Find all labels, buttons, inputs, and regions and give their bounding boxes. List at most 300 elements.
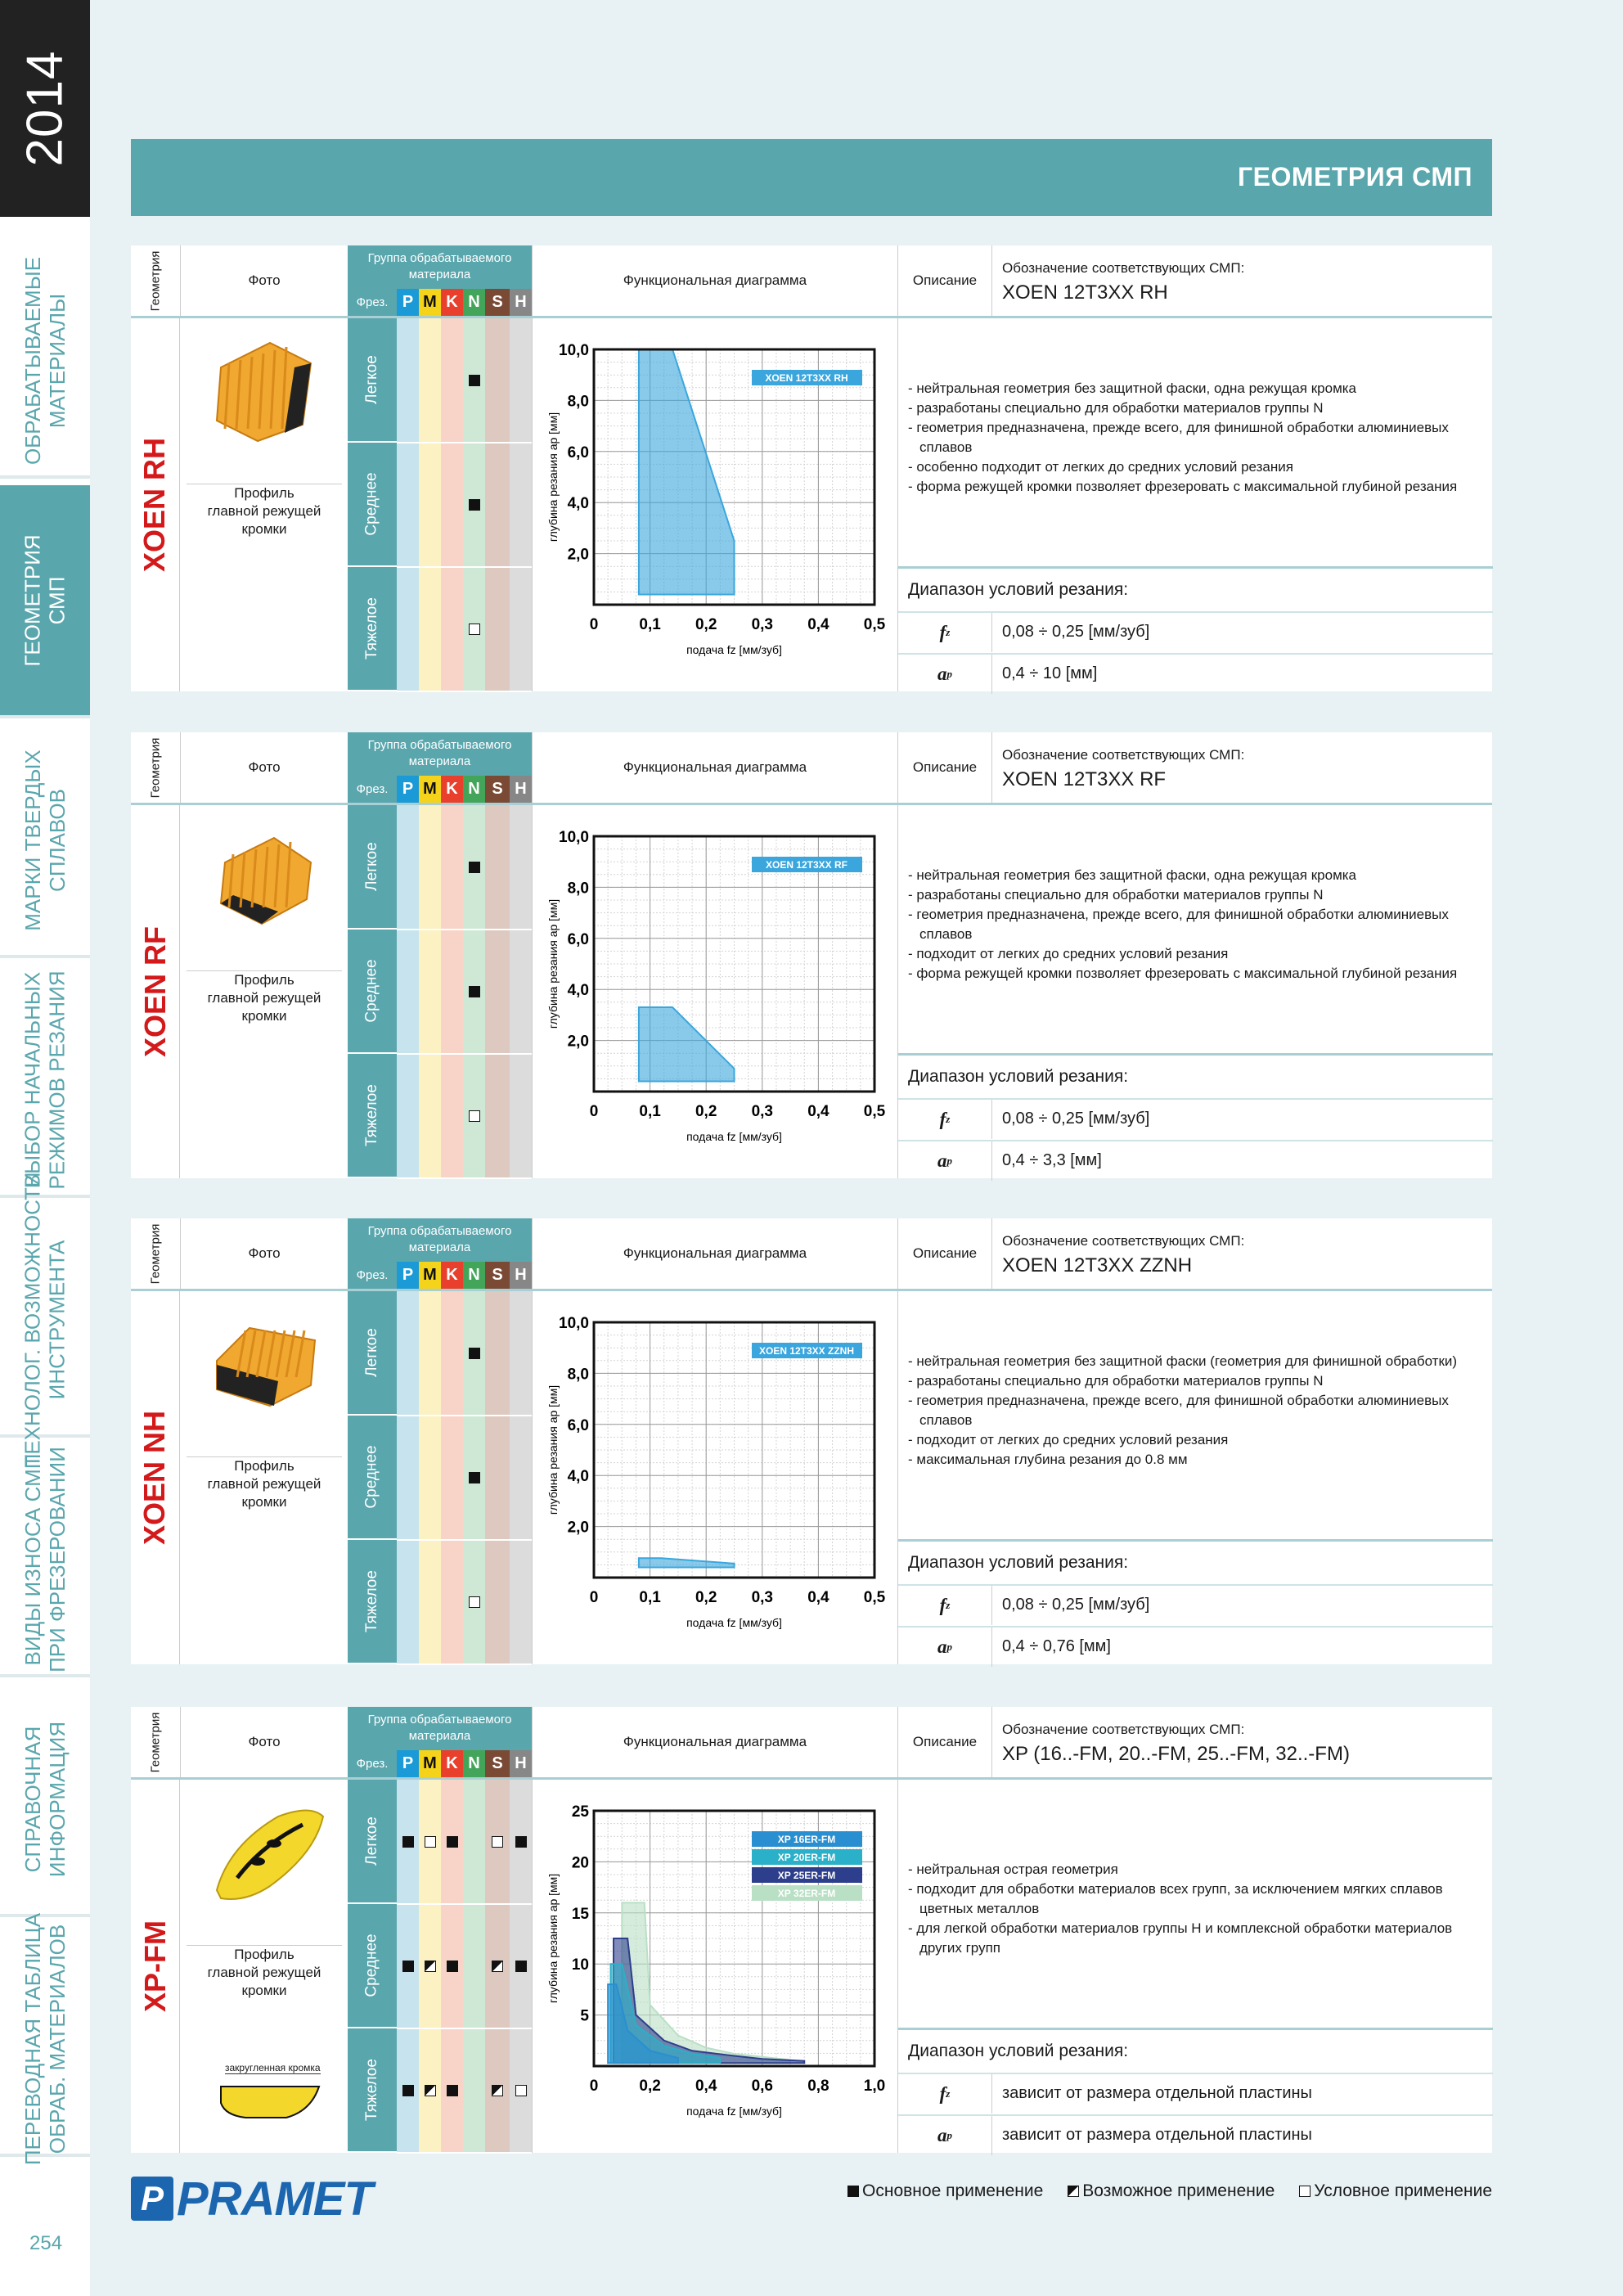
material-H: H xyxy=(510,1750,532,1777)
usage-mark-full xyxy=(402,1836,414,1848)
range-symbol-sub: p xyxy=(946,668,952,680)
designation-code: XP (16..-FM, 20..-FM, 25..-FM, 32..-FM) xyxy=(1002,1743,1350,1765)
col-header-description: Описание xyxy=(897,1218,991,1289)
x-tick-label: 0,2 xyxy=(695,1103,717,1120)
condition-label: Легкое xyxy=(362,355,380,404)
designation-code: XOEN 12T3XX ZZNH xyxy=(1002,1254,1193,1276)
usage-mark-full xyxy=(402,2085,414,2096)
legend-item-conditional: Условное применение xyxy=(1299,2181,1492,2201)
usage-mark-half xyxy=(492,2085,503,2096)
col-header-group xyxy=(348,245,532,316)
conditions-cell xyxy=(348,805,532,1178)
y-tick-label: 4,0 xyxy=(567,982,589,1000)
description-cell xyxy=(897,1780,1492,2153)
range-box xyxy=(898,566,1493,691)
y-tick-label: 6,0 xyxy=(567,443,589,461)
col-header-group-label: Группа обрабатываемого материала xyxy=(348,732,532,776)
feature-item: - подходит от легких до средних условий резания xyxy=(908,1430,1481,1450)
nav-item-label: СПРАВОЧНАЯ ИНФОРМАЦИЯ xyxy=(20,1721,70,1877)
range-value-fz: 0,08 ÷ 0,25 [мм/зуб] xyxy=(1002,623,1150,641)
y-tick-label: 15 xyxy=(571,1905,589,1923)
page-header xyxy=(131,139,1492,216)
x-tick-label: 0,4 xyxy=(695,2078,717,2095)
feature-item: - разработаны специально для обработки материалов группы N xyxy=(908,885,1481,905)
range-symbol-fz xyxy=(898,613,992,652)
condition-divider xyxy=(397,691,532,692)
col-header-photo: Фото xyxy=(180,1218,348,1289)
range-symbol-ap xyxy=(898,1141,992,1181)
x-tick-label: 0 xyxy=(589,616,599,633)
function-chart xyxy=(533,1291,898,1664)
designation-header xyxy=(991,1218,1492,1289)
material-stripe xyxy=(419,318,441,691)
designation-header xyxy=(991,1707,1492,1777)
feature-item: - нейтральная геометрия без защитной фаски, одна режущая кромка xyxy=(908,379,1481,398)
geometry-section xyxy=(131,1218,1492,1664)
feature-item: - геометрия предназначена, прежде всего, для финишной обработки алюминиевых сплавов xyxy=(908,905,1481,944)
geometry-name-cell xyxy=(131,318,180,691)
y-tick-label: 10,0 xyxy=(559,1315,589,1332)
range-value-fz: зависит от размера отдельной пластины xyxy=(1002,2084,1312,2102)
condition-label: Среднее xyxy=(363,1445,380,1509)
material-stripe xyxy=(463,1780,485,2153)
insert-photo xyxy=(180,1780,348,1943)
range-symbol-sub: z xyxy=(946,1113,951,1125)
y-tick-label: 2,0 xyxy=(567,1033,589,1051)
usage-mark-full xyxy=(469,499,480,511)
col-header-group xyxy=(348,1218,532,1289)
material-P: P xyxy=(397,1750,419,1777)
legend-label: XP 32ER-FM xyxy=(777,1888,836,1899)
range-box xyxy=(898,1053,1493,1178)
feature-list xyxy=(908,379,1481,497)
condition-label-cell xyxy=(348,1291,397,1416)
material-stripe xyxy=(441,318,463,691)
x-tick-label: 0,3 xyxy=(751,616,774,633)
y-tick-label: 8,0 xyxy=(567,880,589,898)
col-header-diagram: Функциональная диаграмма xyxy=(532,732,897,803)
range-value-fz: 0,08 ÷ 0,25 [мм/зуб] xyxy=(1002,1110,1150,1128)
feature-item: - форма режущей кромки позволяет фрезеровать с максимальной глубиной резания xyxy=(908,964,1481,984)
range-symbol-text: a xyxy=(937,664,947,684)
col-header-description: Описание xyxy=(897,732,991,803)
nav-item-6[interactable] xyxy=(0,1444,90,1677)
material-S: S xyxy=(485,776,510,803)
feature-item: - нейтральная острая геометрия xyxy=(908,1860,1481,1880)
feature-item: - подходит от легких до средних условий резания xyxy=(908,944,1481,964)
col-header-geometry xyxy=(131,245,180,316)
range-symbol-sub: p xyxy=(946,1641,952,1653)
photo-cell xyxy=(180,318,348,691)
condition-label-cell xyxy=(348,567,397,691)
material-stripe xyxy=(397,805,419,1178)
material-stripe xyxy=(510,805,532,1178)
material-S: S xyxy=(485,1750,510,1777)
col-header-geometry xyxy=(131,732,180,803)
condition-label-cell xyxy=(348,2028,397,2153)
material-row xyxy=(348,1262,532,1289)
x-tick-label: 0,2 xyxy=(639,2078,661,2095)
usage-mark-full xyxy=(469,1472,480,1483)
condition-label: Легкое xyxy=(362,842,380,891)
y-tick-label: 5 xyxy=(580,2007,589,2025)
nav-item-8[interactable] xyxy=(0,1912,90,2165)
condition-label: Тяжелое xyxy=(363,1570,381,1632)
material-K: K xyxy=(441,776,463,803)
nav-item-5[interactable] xyxy=(0,1171,90,1468)
range-row-fz xyxy=(898,1098,1493,1139)
designation-code: XOEN 12T3XX RH xyxy=(1002,281,1168,304)
condition-label-cell xyxy=(348,1416,397,1540)
range-symbol-sub: p xyxy=(946,2129,952,2141)
col-header-photo: Фото xyxy=(180,1707,348,1777)
feature-list xyxy=(908,1352,1481,1470)
x-tick-label: 0,4 xyxy=(807,1589,829,1606)
chart-cell xyxy=(532,805,897,1178)
nav-item-3[interactable] xyxy=(0,725,90,958)
condition-divider xyxy=(397,1539,532,1541)
legend-item-primary: Основное применение xyxy=(847,2181,1043,2201)
y-tick-label: 6,0 xyxy=(567,930,589,948)
page-title: ГЕОМЕТРИЯ СМП xyxy=(1238,162,1472,191)
y-tick-label: 25 xyxy=(571,1803,589,1821)
material-P: P xyxy=(397,1262,419,1289)
feature-item: - разработаны специально для обработки материалов группы N xyxy=(908,398,1481,418)
nav-item-4[interactable] xyxy=(0,965,90,1198)
range-value-ap: зависит от размера отдельной пластины xyxy=(1002,2126,1312,2144)
feature-item: - разработаны специально для обработки материалов группы N xyxy=(908,1371,1481,1391)
legend-label: XP 25ER-FM xyxy=(777,1870,836,1881)
series-area xyxy=(639,1007,735,1081)
material-N: N xyxy=(463,289,485,316)
profile-label: Профиль главной режущей кромки xyxy=(187,1945,342,2000)
y-tick-label: 4,0 xyxy=(567,1468,589,1486)
range-symbol-text: a xyxy=(937,1636,947,1657)
material-M: M xyxy=(419,289,441,316)
legend-label: XOEN 12T3XX RF xyxy=(765,859,848,871)
condition-label-cell xyxy=(348,1780,397,1904)
x-tick-label: 0,1 xyxy=(639,1103,661,1120)
range-symbol-text: f xyxy=(939,1595,946,1615)
legend-label: XOEN 12T3XX ZZNH xyxy=(758,1345,855,1357)
usage-mark-empty xyxy=(469,1110,480,1122)
designation-label: Обозначение соответствующих СМП: xyxy=(1002,1233,1245,1249)
usage-mark-full xyxy=(402,1961,414,1972)
geometry-name-cell xyxy=(131,1780,180,2153)
material-row xyxy=(348,776,532,803)
y-axis-label: глубина резания ap [мм] xyxy=(546,412,560,542)
material-K: K xyxy=(441,289,463,316)
photo-cell xyxy=(180,1291,348,1664)
range-symbol-fz xyxy=(898,2074,992,2114)
x-axis-label: подача fz [мм/зуб] xyxy=(686,643,782,656)
legend-label: XP 16ER-FM xyxy=(777,1834,836,1845)
col-header-diagram: Функциональная диаграмма xyxy=(532,1218,897,1289)
material-M: M xyxy=(419,1262,441,1289)
edge-note: закругленная кромка xyxy=(225,2062,321,2073)
feature-item: - геометрия предназначена, прежде всего, для финишной обработки алюминиевых сплавов xyxy=(908,1391,1481,1430)
x-tick-label: 0 xyxy=(589,2078,599,2095)
range-row-ap xyxy=(898,2114,1493,2155)
col-header-photo: Фото xyxy=(180,245,348,316)
geometry-section xyxy=(131,245,1492,691)
geometry-section xyxy=(131,732,1492,1178)
condition-label: Легкое xyxy=(362,1817,380,1866)
usage-mark-full xyxy=(469,862,480,873)
designation-header xyxy=(991,732,1492,803)
designation-label: Обозначение соответствующих СМП: xyxy=(1002,747,1245,763)
range-row-fz xyxy=(898,1584,1493,1625)
x-tick-label: 0,3 xyxy=(751,1589,774,1606)
material-P: P xyxy=(397,776,419,803)
usage-mark-empty xyxy=(425,1836,436,1848)
material-stripe xyxy=(441,1291,463,1664)
condition-divider xyxy=(397,1177,532,1179)
col-header-diagram: Функциональная диаграмма xyxy=(532,1707,897,1777)
condition-divider xyxy=(397,566,532,568)
condition-divider xyxy=(397,1663,532,1665)
geometry-name: XOEN RH xyxy=(137,437,172,573)
condition-label: Тяжелое xyxy=(363,2059,381,2121)
range-symbol-text: f xyxy=(939,2083,946,2104)
usage-mark-half xyxy=(425,1961,436,1972)
conditions-cell xyxy=(348,1780,532,2153)
legend xyxy=(847,2181,1492,2201)
geometry-name-cell xyxy=(131,1291,180,1664)
range-row-fz xyxy=(898,2073,1493,2114)
profile-label: Профиль главной режущей кромки xyxy=(187,484,342,538)
condition-divider xyxy=(397,2028,532,2029)
material-stripe xyxy=(441,805,463,1178)
x-tick-label: 0,1 xyxy=(639,1589,661,1606)
x-axis-label: подача fz [мм/зуб] xyxy=(686,2105,782,2118)
condition-divider xyxy=(397,442,532,443)
col-header-geometry xyxy=(131,1218,180,1289)
nav-item-label: ПЕРЕВОДНАЯ ТАБЛИЦА ОБРАБ. МАТЕРИАЛОВ xyxy=(20,1912,70,2165)
nav-item-label: ВЫБОР НАЧАЛЬНЫХ РЕЖИМОВ РЕЗАНИЯ xyxy=(20,970,70,1190)
edge-profile-shape xyxy=(188,2078,335,2127)
condition-divider xyxy=(397,2152,532,2154)
feature-item: - нейтральная геометрия без защитной фаски (геометрия для финишной обработки) xyxy=(908,1352,1481,1371)
range-symbol-fz xyxy=(898,1586,992,1625)
profile-label: Профиль главной режущей кромки xyxy=(187,1456,342,1511)
range-value-ap: 0,4 ÷ 10 [мм] xyxy=(1002,664,1098,682)
legend-item-possible: Возможное применение xyxy=(1068,2181,1275,2201)
range-box xyxy=(898,1539,1493,1664)
geometry-name: XOEN RF xyxy=(137,925,172,1058)
range-title: Диапазон условий резания: xyxy=(908,1067,1129,1086)
frez-label: Фрез. xyxy=(348,1262,397,1289)
brand-logo xyxy=(131,2172,372,2226)
range-symbol-ap xyxy=(898,2116,992,2155)
y-axis-label: глубина резания ap [мм] xyxy=(546,1873,560,2004)
nav-item-1[interactable] xyxy=(0,245,90,479)
range-symbol-text: a xyxy=(937,1150,947,1171)
feature-item: - для легкой обработки материалов группы H и комплексной обработки материалов других групп xyxy=(908,1919,1481,1958)
col-header-geometry-label: Геометрия xyxy=(148,1223,163,1284)
sidebar xyxy=(0,0,90,2296)
condition-label: Среднее xyxy=(363,1934,380,1997)
chart-cell xyxy=(532,1291,897,1664)
x-tick-label: 0,3 xyxy=(751,1103,774,1120)
material-H: H xyxy=(510,1262,532,1289)
range-value-fz: 0,08 ÷ 0,25 [мм/зуб] xyxy=(1002,1596,1150,1614)
condition-label-cell xyxy=(348,930,397,1054)
range-symbol-text: f xyxy=(939,622,946,642)
feature-item: - максимальная глубина резания до 0.8 мм xyxy=(908,1450,1481,1470)
material-P: P xyxy=(397,289,419,316)
material-stripe xyxy=(510,318,532,691)
x-tick-label: 1,0 xyxy=(863,2078,886,2095)
chart-cell xyxy=(532,1780,897,2153)
function-chart xyxy=(533,805,898,1178)
condition-label-cell xyxy=(348,318,397,443)
frez-label: Фрез. xyxy=(348,776,397,803)
y-tick-label: 20 xyxy=(571,1854,589,1872)
condition-divider xyxy=(397,1903,532,1905)
usage-mark-full xyxy=(515,1836,527,1848)
material-stripe xyxy=(510,1291,532,1664)
range-symbol-sub: z xyxy=(946,2087,951,2100)
usage-mark-full xyxy=(515,1961,527,1972)
usage-mark-empty xyxy=(492,1836,503,1848)
nav-item-label: ГЕОМЕТРИЯ СМП xyxy=(20,533,70,667)
legend-label: XP 20ER-FM xyxy=(777,1852,836,1863)
description-cell xyxy=(897,318,1492,691)
range-title: Диапазон условий резания: xyxy=(908,580,1129,599)
y-tick-label: 2,0 xyxy=(567,546,589,564)
condition-divider xyxy=(397,1053,532,1055)
y-tick-label: 10,0 xyxy=(559,342,589,359)
x-tick-label: 0,4 xyxy=(807,616,829,633)
y-tick-label: 4,0 xyxy=(567,495,589,513)
condition-label-cell xyxy=(348,1904,397,2028)
y-tick-label: 8,0 xyxy=(567,393,589,411)
material-H: H xyxy=(510,776,532,803)
material-N: N xyxy=(463,1262,485,1289)
material-S: S xyxy=(485,289,510,316)
nav-item-7[interactable] xyxy=(0,1684,90,1917)
designation-label: Обозначение соответствующих СМП: xyxy=(1002,260,1245,276)
y-tick-label: 10 xyxy=(571,1956,589,1974)
usage-mark-full xyxy=(447,2085,458,2096)
material-stripe xyxy=(485,1291,510,1664)
profile-label: Профиль главной режущей кромки xyxy=(187,970,342,1025)
range-symbol-text: a xyxy=(937,2125,947,2145)
insert-photo xyxy=(180,805,348,969)
col-header-group xyxy=(348,1707,532,1777)
designation-label: Обозначение соответствующих СМП: xyxy=(1002,1722,1245,1737)
material-K: K xyxy=(441,1262,463,1289)
nav-item-label: ОБРАБАТЫВАЕМЫЕ МАТЕРИАЛЫ xyxy=(20,256,70,465)
condition-label: Легкое xyxy=(362,1328,380,1377)
range-row-ap xyxy=(898,653,1493,694)
frez-label: Фрез. xyxy=(348,1750,397,1777)
x-tick-label: 0,4 xyxy=(807,1103,829,1120)
material-M: M xyxy=(419,776,441,803)
feature-item: - подходит для обработки материалов всех групп, за исключением мягких сплавов цветных металлов xyxy=(908,1880,1481,1919)
geometry-section xyxy=(131,1707,1492,2153)
photo-cell xyxy=(180,805,348,1178)
condition-label-cell xyxy=(348,805,397,930)
legend-label: XOEN 12T3XX RH xyxy=(765,372,848,384)
x-axis-label: подача fz [мм/зуб] xyxy=(686,1130,782,1143)
insert-photo xyxy=(180,318,348,482)
page-number: 254 xyxy=(29,2232,63,2254)
col-header-geometry-label: Геометрия xyxy=(148,1712,163,1772)
condition-label-cell xyxy=(348,1054,397,1178)
usage-mark-full xyxy=(469,375,480,386)
x-tick-label: 0,2 xyxy=(695,616,717,633)
range-symbol-sub: p xyxy=(946,1155,952,1167)
material-N: N xyxy=(463,776,485,803)
range-value-ap: 0,4 ÷ 3,3 [мм] xyxy=(1002,1151,1102,1169)
geometry-name: XOEN NH xyxy=(137,1410,172,1546)
x-tick-label: 0,8 xyxy=(807,2078,829,2095)
material-row xyxy=(348,289,532,316)
x-axis-label: подача fz [мм/зуб] xyxy=(686,1616,782,1629)
feature-item: - геометрия предназначена, прежде всего, для финишной обработки алюминиевых сплавов xyxy=(908,418,1481,457)
usage-mark-full xyxy=(469,986,480,997)
range-symbol-fz xyxy=(898,1100,992,1139)
range-symbol-sub: z xyxy=(946,1599,951,1611)
condition-label: Тяжелое xyxy=(363,597,381,660)
nav-item-label: ТЕХНОЛОГ. ВОЗМОЖНОСТИ ИНСТРУМЕНТА xyxy=(20,1171,70,1468)
feature-item: - особенно подходит от легких до средних условий резания xyxy=(908,457,1481,477)
feature-list xyxy=(908,1860,1481,1958)
brand-icon: P xyxy=(131,2177,173,2221)
usage-mark-empty xyxy=(469,624,480,635)
chart-cell xyxy=(532,318,897,691)
x-tick-label: 0,5 xyxy=(863,1589,886,1606)
frez-label: Фрез. xyxy=(348,289,397,316)
usage-mark-half xyxy=(425,2085,436,2096)
nav-item-2[interactable] xyxy=(0,485,90,718)
usage-mark-full xyxy=(447,1961,458,1972)
range-row-ap xyxy=(898,1626,1493,1667)
range-value-ap: 0,4 ÷ 0,76 [мм] xyxy=(1002,1637,1111,1655)
material-K: K xyxy=(441,1750,463,1777)
material-N: N xyxy=(463,1750,485,1777)
designation-code: XOEN 12T3XX RF xyxy=(1002,768,1167,790)
condition-label-cell xyxy=(348,443,397,567)
geometry-name-cell xyxy=(131,805,180,1178)
x-tick-label: 0,5 xyxy=(863,1103,886,1120)
description-cell xyxy=(897,805,1492,1178)
range-box xyxy=(898,2028,1493,2153)
material-stripe xyxy=(419,1291,441,1664)
geometry-name: XP-FM xyxy=(137,1920,172,2012)
material-stripe xyxy=(485,805,510,1178)
nav-item-label: ВИДЫ ИЗНОСА СМП ПРИ ФРЕЗЕРОВАНИИ xyxy=(20,1446,70,1672)
col-header-geometry xyxy=(131,1707,180,1777)
y-tick-label: 8,0 xyxy=(567,1366,589,1384)
col-header-diagram: Функциональная диаграмма xyxy=(532,245,897,316)
condition-label: Среднее xyxy=(363,472,380,536)
material-stripe xyxy=(485,318,510,691)
condition-label-cell xyxy=(348,1540,397,1664)
range-symbol-sub: z xyxy=(946,626,951,638)
x-tick-label: 0,2 xyxy=(695,1589,717,1606)
range-symbol-text: f xyxy=(939,1109,946,1129)
function-chart xyxy=(533,1780,898,2153)
condition-label: Тяжелое xyxy=(363,1084,381,1146)
feature-item: - нейтральная геометрия без защитной фаски, одна режущая кромка xyxy=(908,866,1481,885)
usage-mark-half xyxy=(492,1961,503,1972)
conditions-cell xyxy=(348,318,532,691)
nav-item-label: МАРКИ ТВЕРДЫХ СПЛАВОВ xyxy=(20,749,70,931)
range-symbol-ap xyxy=(898,1627,992,1667)
